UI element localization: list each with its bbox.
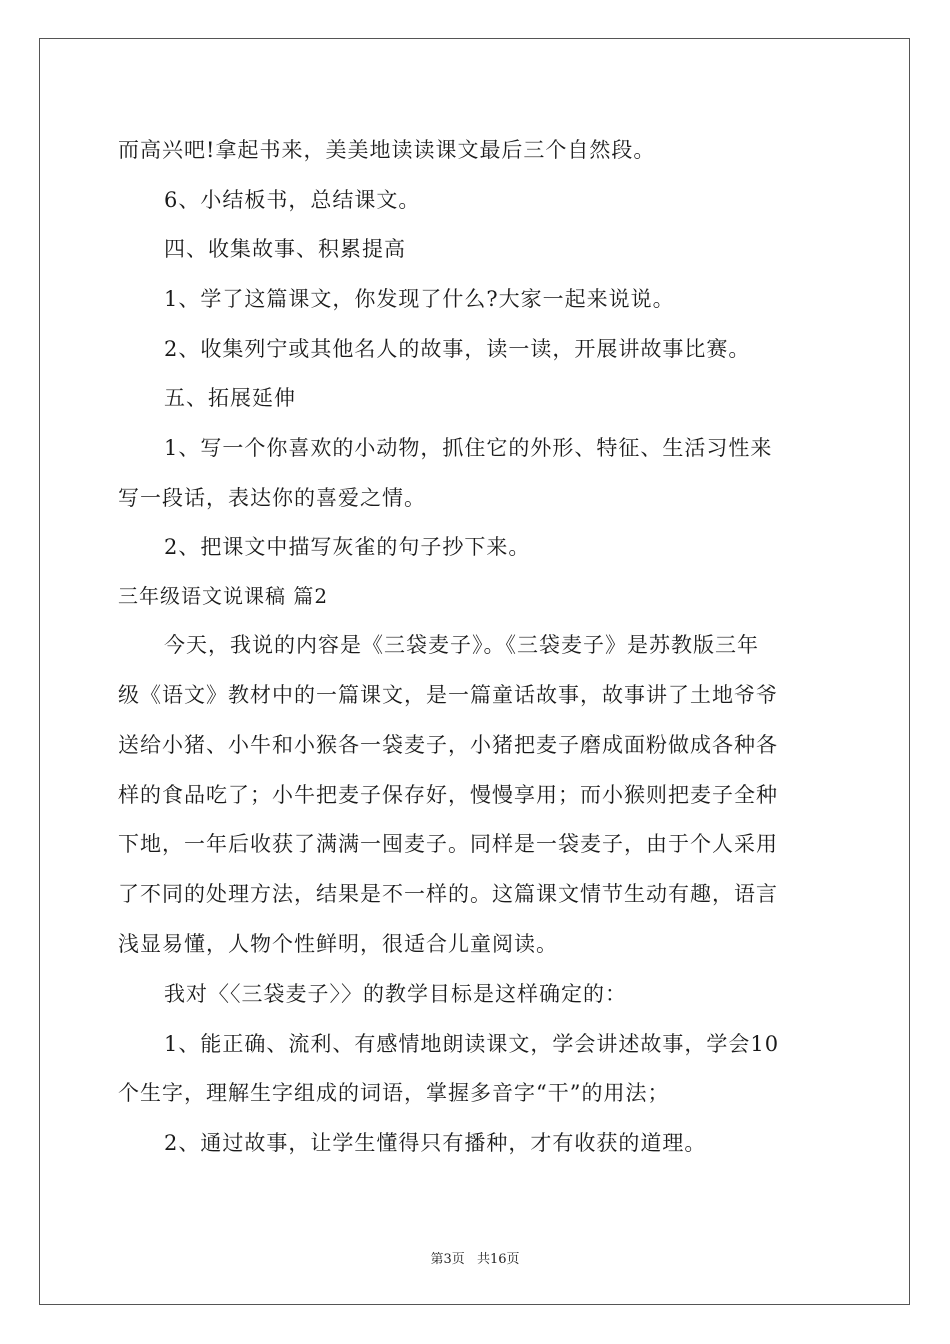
text-line: 今天，我说的内容是《三袋麦子》。《三袋麦子》是苏教版三年 bbox=[164, 633, 759, 657]
text-line: 2、把课文中描写灰雀的句子抄下来。 bbox=[164, 535, 531, 559]
text-line: 了不同的处理方法，结果是不一样的。这篇课文情节生动有趣，语言 bbox=[118, 882, 778, 906]
page-footer bbox=[0, 1248, 950, 1267]
text-line: 级《语文》教材中的一篇课文，是一篇童话故事，故事讲了土地爷爷 bbox=[118, 683, 778, 707]
text-line: 1、学了这篇课文，你发现了什么?大家一起来说说。 bbox=[164, 287, 675, 311]
page-number: 第3页 bbox=[430, 1252, 465, 1267]
text-line: 6、小结板书，总结课文。 bbox=[164, 188, 421, 212]
text-line: 1、能正确、流利、有感情地朗读课文，学会讲述故事，学会10 bbox=[164, 1032, 780, 1056]
text-line: 我对〈〈三袋麦子〉〉的教学目标是这样确定的： bbox=[164, 982, 627, 1006]
text-line: 2、收集列宁或其他名人的故事，读一读，开展讲故事比赛。 bbox=[164, 337, 751, 361]
text-line: 2、通过故事，让学生懂得只有播种，才有收获的道理。 bbox=[164, 1131, 707, 1155]
page-total: 共16页 bbox=[476, 1252, 520, 1267]
text-line: 写一段话，表达你的喜爱之情。 bbox=[118, 486, 426, 510]
text-line: 浅显易懂，人物个性鲜明，很适合儿童阅读。 bbox=[118, 932, 558, 956]
text-line: 1、写一个你喜欢的小动物，抓住它的外形、特征、生活习性来 bbox=[164, 436, 773, 460]
text-line: 个生字，理解生字组成的词语，掌握多音字“干”的用法； bbox=[118, 1081, 670, 1105]
text-line: 样的食品吃了；小牛把麦子保存好，慢慢享用；而小猴则把麦子全种 bbox=[118, 783, 778, 807]
section-heading: 四、收集故事、积累提高 bbox=[164, 237, 406, 261]
text-line: 送给小猪、小牛和小猴各一袋麦子，小猪把麦子磨成面粉做成各种各 bbox=[118, 733, 778, 757]
text-line: 下地，一年后收获了满满一囤麦子。同样是一袋麦子，由于个人采用 bbox=[118, 832, 778, 856]
page-frame bbox=[39, 38, 910, 1305]
article-title: 三年级语文说课稿 篇2 bbox=[118, 584, 329, 608]
text-line: 而高兴吧!拿起书来，美美地读读课文最后三个自然段。 bbox=[118, 138, 656, 162]
section-heading: 五、拓展延伸 bbox=[164, 386, 296, 410]
